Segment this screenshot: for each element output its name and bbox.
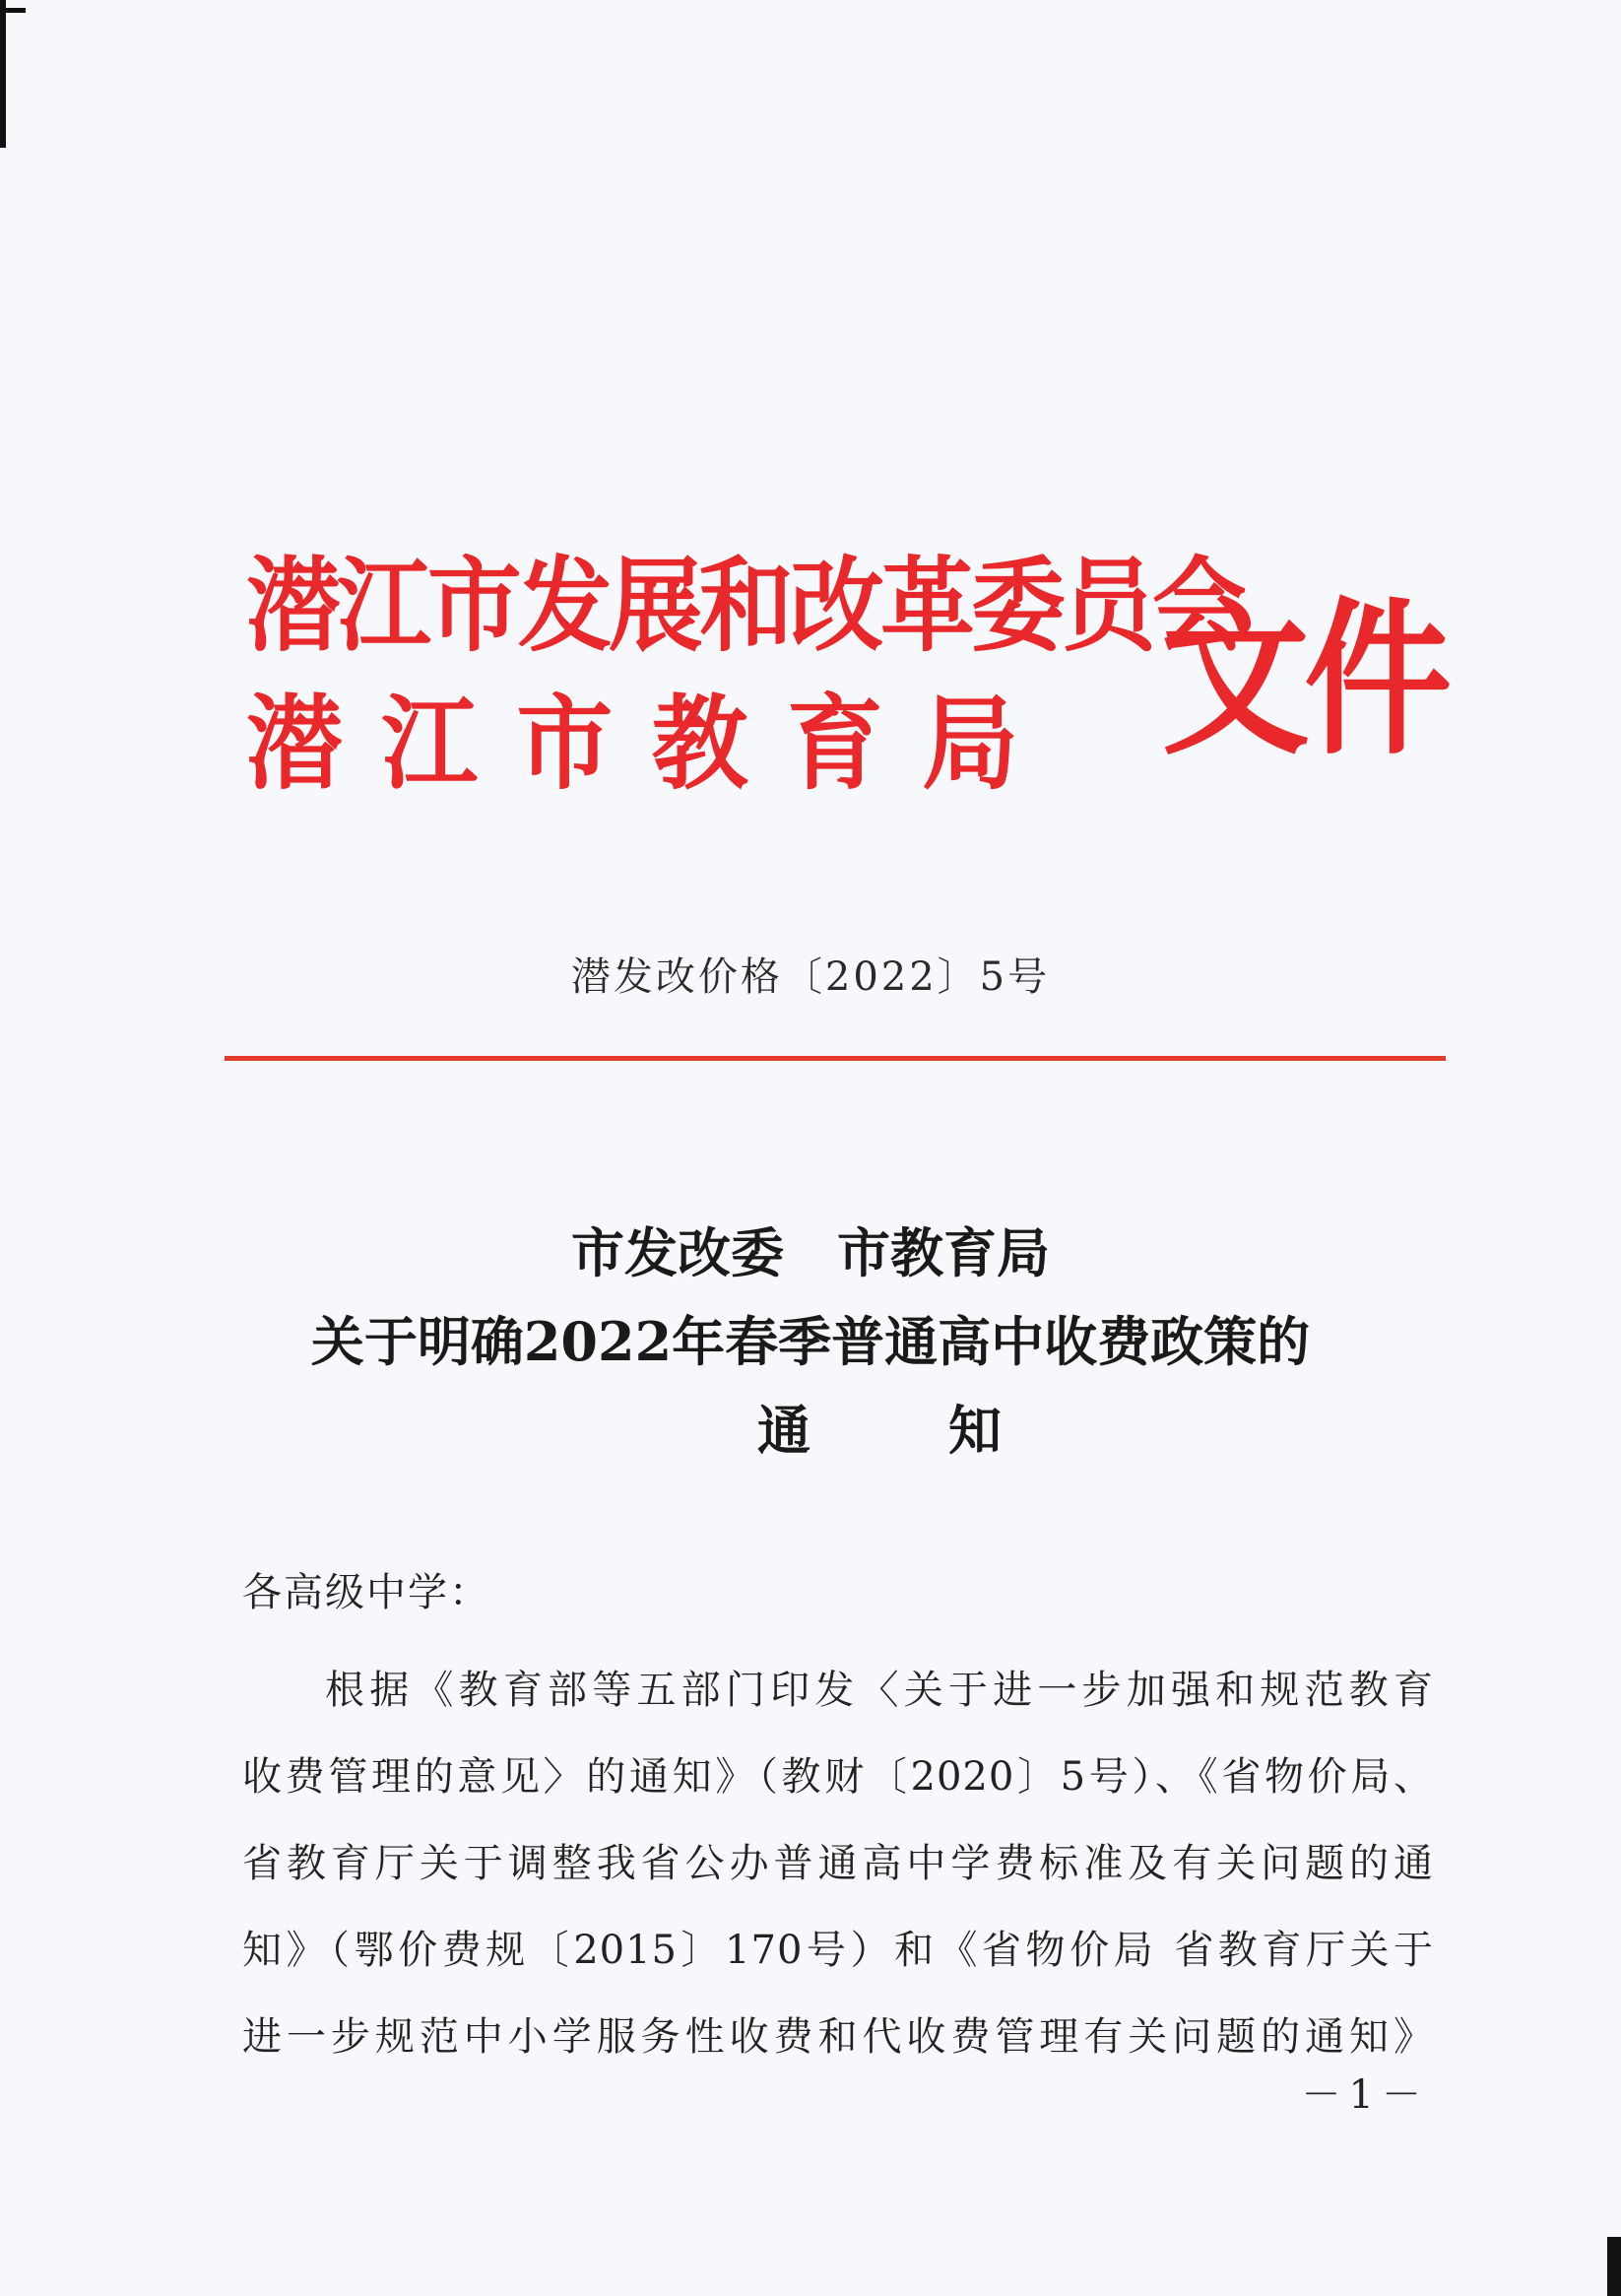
letterhead [246, 522, 1448, 837]
addressee: 各高级中学： [242, 1570, 490, 1615]
scan-edge-mark [0, 8, 26, 13]
body-line: 进一步规范中小学服务性收费和代收费管理有关问题的通知》 [242, 2014, 1434, 2060]
title-issuer-1: 市发改委 [571, 1221, 784, 1284]
document-number: 潜发改价格〔2022〕5号 [570, 954, 1051, 1000]
red-divider [225, 1056, 1446, 1061]
body-line: 收费管理的意见〉的通知》（教财〔2020〕5号）、《省物价局、 [242, 1754, 1434, 1800]
body-line: 知》（鄂价费规〔2015〕170号）和《省物价局 省教育厅关于 [242, 1928, 1434, 1973]
title-line-2: 关于明确2022年春季普通高中收费政策的 [310, 1310, 1311, 1373]
issuer-line-2: 潜江市教育局 [246, 683, 1058, 804]
title-issuer-2: 市教育局 [837, 1221, 1050, 1284]
body-text [242, 1647, 1434, 2080]
letterhead-suffix: 文件 [1162, 581, 1447, 778]
body-line: 根据《教育部等五部门印发〈关于进一步加强和规范教育 [325, 1668, 1434, 1713]
title-line-3: 通知 [757, 1399, 1139, 1462]
issuer-line-1: 潜江市发展和改革委员会 [246, 545, 1244, 666]
scan-edge-mark [0, 0, 6, 148]
scan-edge-mark [1607, 2237, 1621, 2296]
page-number: －1－ [1301, 2072, 1429, 2118]
title-line-1 [0, 1212, 1621, 1287]
body-line: 省教育厅关于调整我省公办普通高中学费标准及有关问题的通 [242, 1841, 1434, 1886]
